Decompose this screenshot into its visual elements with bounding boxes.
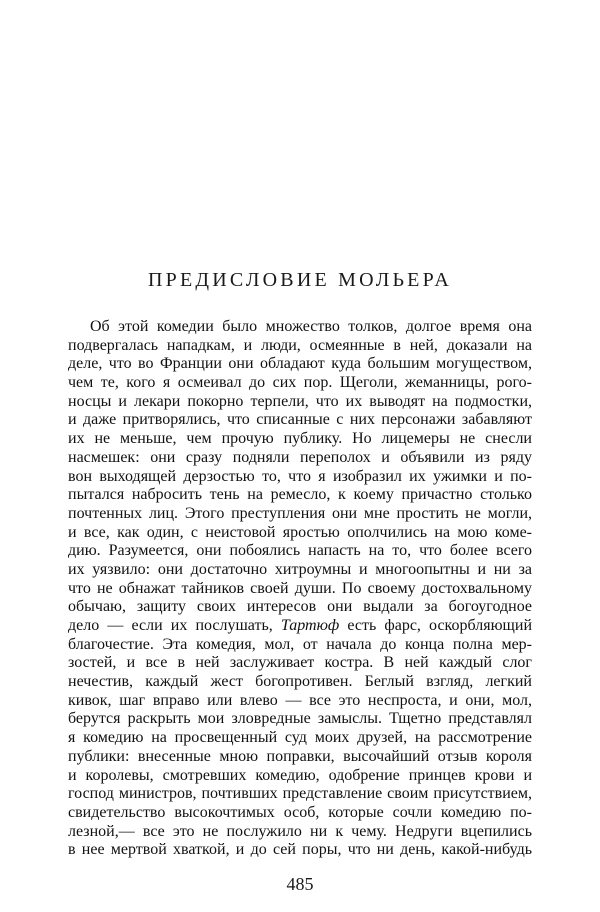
text-line: дию. Разумеется, они побоялись напасть на то, что более всего — [68, 542, 532, 560]
text-line: я комедию на просвещенный суд моих друзей, на рассмотрение — [68, 729, 532, 747]
text-line: Об этой комедии было множество толков, долгое время она — [90, 318, 532, 335]
text-line: чем те, кого я осмеивал до сих пор. Щеголи, жеманницы, рого- — [68, 374, 532, 392]
text-segment: дело — если их послушать, — [68, 617, 281, 634]
text-segment: есть фарс, оскорбляющий — [339, 617, 532, 634]
text-line: и даже притворялись, что списанные с них персонажи забавляют — [68, 411, 532, 429]
text-line: благочестие. Эта комедия, мол, от начала до конца полна мер- — [68, 635, 532, 653]
page-number: 485 — [286, 874, 314, 894]
text-line: публики: внесенные мною поправки, высочайший отзыв короля — [68, 747, 532, 765]
text-line: носцы и лекари покорно терпели, что их выводят на подмостки, — [68, 392, 532, 410]
text-line: лезной,— все это не послужило ни к чему. Недруги вцепились — [68, 822, 532, 840]
text-line: нечестив, каждый жест богопротивен. Беглый взгляд, легкий — [68, 673, 532, 691]
text-line: что не обнажат тайников своей души. По своему достохвальному — [68, 579, 532, 597]
text-line: их не меньше, чем прочую публику. Но лицемеры не снесли — [68, 430, 532, 448]
text-line: в нее мертвой хваткой, и до сей поры, что ни день, какой-нибудь — [68, 841, 532, 859]
text-line — [68, 617, 532, 636]
italic-title: Тартюф — [280, 617, 340, 634]
text-line: пытался набросить тень на ремесло, к коему причастно столько — [68, 486, 532, 504]
text-line: кивок, шаг вправо или влево — все это неспроста, и они, мол, — [68, 691, 532, 709]
text-line: зостей, и все в ней заслуживает костра. В ней каждый слог — [68, 654, 532, 672]
text-line: и все, как один, с неистовой яростью ополчились на мою коме- — [68, 523, 532, 541]
text-line: насмешек: они сразу подняли переполох и объявили из ряду — [68, 448, 532, 466]
text-line: обычаю, защиту своих интересов они выдали за богоугодное — [68, 598, 532, 616]
text-line: их уязвило: они достаточно хитроумны и многоопытны и ни за — [68, 560, 532, 578]
text-line: и королевы, смотревших комедию, одобрение принцев крови и — [68, 766, 532, 784]
text-line: господ министров, почтивших представление своим присутствием, — [68, 785, 532, 803]
body-text — [68, 318, 532, 860]
text-line: деле, что во Франции они обладают куда большим могуществом, — [68, 355, 532, 373]
text-line: почтенных лиц. Этого преступления они мне простить не могли, — [68, 504, 532, 522]
chapter-title: ПРЕДИСЛОВИЕ МОЛЬЕРА — [147, 269, 453, 291]
text-line: свидетельство высокочтимых особ, которые сочли комедию по- — [68, 803, 532, 821]
text-line: подвергалась нападкам, и люди, осмеянные в ней, доказали на — [68, 336, 532, 354]
text-line: вон выходящей дерзостью то, что я изобразил их ужимки и по- — [68, 467, 532, 485]
text-line: берутся раскрыть мои зловредные замыслы. Тщетно представлял — [68, 710, 532, 728]
